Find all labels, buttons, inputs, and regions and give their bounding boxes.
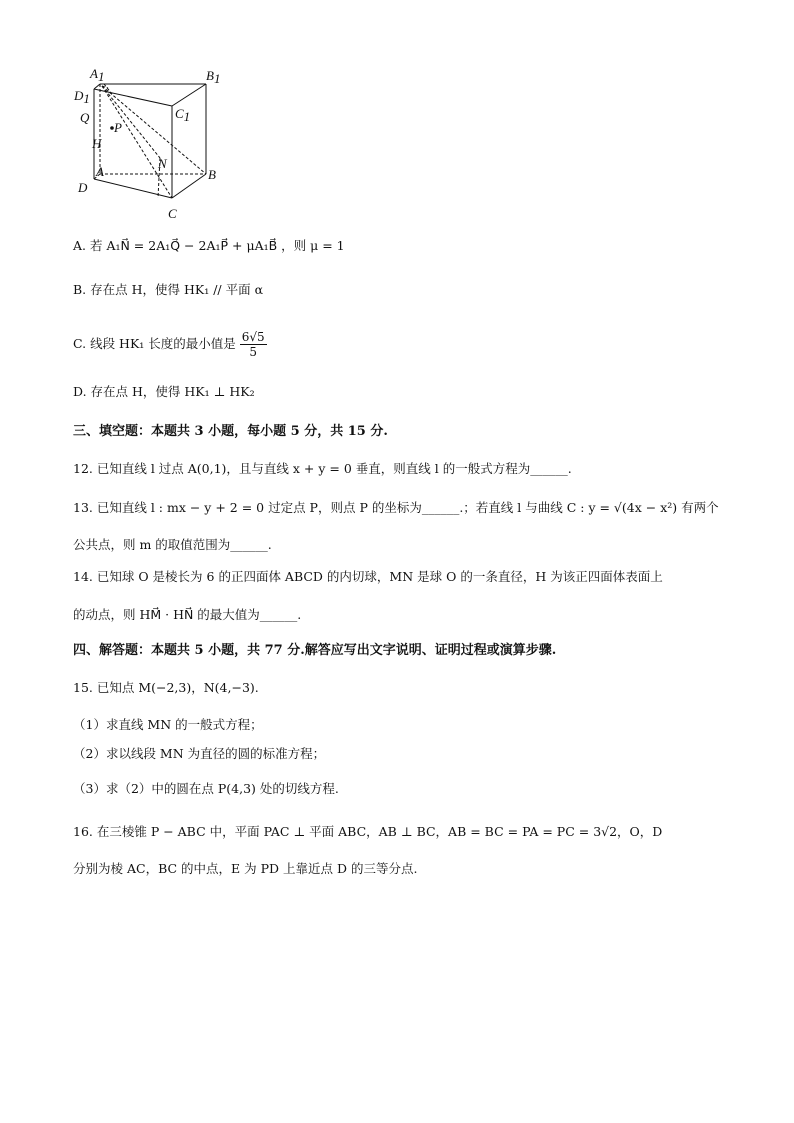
option-c xyxy=(73,324,267,364)
question-16-line-1: 16. 在三棱锥 P − ABC 中，平面 PAC ⊥ 平面 ABC，AB ⊥ BC，AB = BC = PA = PC = 3√2，O，D xyxy=(73,824,663,839)
option-a: A. 若 A₁N⃗ = 2A₁Q⃗ − 2A₁P⃗ + μA₁B⃗ ，则 μ = 1 xyxy=(73,238,345,253)
prism-figure xyxy=(72,66,222,226)
section-3-title: 三、填空题：本题共 3 小题，每小题 5 分，共 15 分. xyxy=(73,424,388,439)
label-a1: A1 xyxy=(90,66,105,84)
question-12: 12. 已知直线 l 过点 A(0,1)，且与直线 x + y = 0 垂直，则直线 l 的一般式方程为______. xyxy=(73,461,572,476)
option-c-text: C. 线段 HK₁ 长度的最小值是 xyxy=(73,336,236,351)
label-b: B xyxy=(208,167,216,182)
question-13-line-1: 13. 已知直线 l : mx − y + 2 = 0 过定点 P，则点 P 的坐标为______.；若直线 l 与曲线 C : y = √(4x − x²) 有两个 xyxy=(73,500,719,515)
label-a: A xyxy=(96,164,104,179)
label-h: H xyxy=(92,136,102,151)
label-p: P xyxy=(114,120,122,135)
question-14-line-2: 的动点，则 HM⃗ · HN⃗ 的最大值为______. xyxy=(73,607,302,622)
question-13-line-2: 公共点，则 m 的取值范围为______. xyxy=(73,537,272,552)
option-b: B. 存在点 H，使得 HK₁ // 平面 α xyxy=(73,282,264,297)
label-c1: C1 xyxy=(175,106,191,124)
label-b1: B1 xyxy=(206,68,221,86)
question-15-part-1: （1）求直线 MN 的一般式方程； xyxy=(73,717,263,732)
question-15-part-2: （2）求以线段 MN 为直径的圆的标准方程； xyxy=(73,746,326,761)
option-d: D. 存在点 H，使得 HK₁ ⊥ HK₂ xyxy=(73,384,255,399)
label-q: Q xyxy=(80,110,90,125)
question-16-line-2: 分别为棱 AC，BC 的中点，E 为 PD 上靠近点 D 的三等分点. xyxy=(73,861,418,876)
section-4-title: 四、解答题：本题共 5 小题，共 77 分.解答应写出文字说明、证明过程或演算步骤. xyxy=(73,643,557,658)
question-15-part-3: （3）求（2）中的圆在点 P(4,3) 处的切线方程. xyxy=(73,781,339,796)
question-14-line-1: 14. 已知球 O 是棱长为 6 的正四面体 ABCD 的内切球，MN 是球 O 的一条直径，H 为该正四面体表面上 xyxy=(73,569,663,584)
label-d: D xyxy=(78,180,88,195)
label-d1: D1 xyxy=(74,88,90,106)
label-c: C xyxy=(168,206,177,221)
option-c-fraction: $\frac{6√5}{5}$ xyxy=(241,330,265,359)
label-n: N xyxy=(158,156,167,171)
question-15-stem: 15. 已知点 M(−2,3)，N(4,−3). xyxy=(73,680,259,695)
